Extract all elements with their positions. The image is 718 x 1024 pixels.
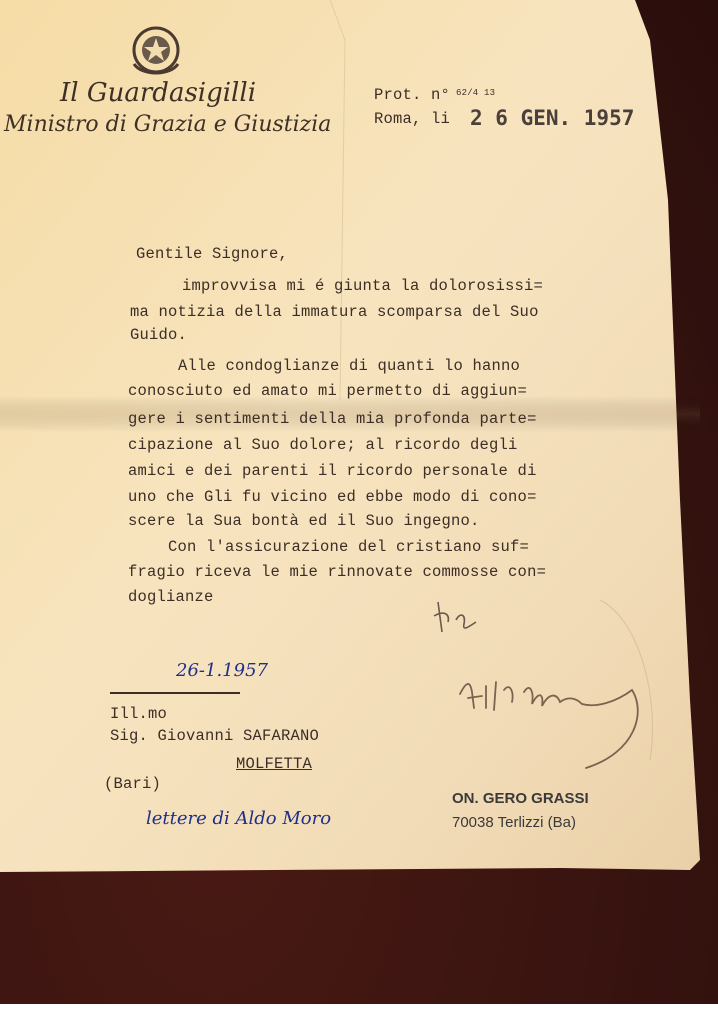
- handwritten-date: 26-1.1957: [176, 660, 268, 681]
- body-line: ma notizia della immatura scomparsa del Suo: [130, 303, 539, 321]
- date-stamp: 2 6 GEN. 1957: [470, 106, 635, 130]
- handwritten-mark: [428, 592, 518, 652]
- italian-republic-emblem-icon: [126, 20, 186, 80]
- body-line: conosciuto ed amato mi permetto di aggiun=: [128, 382, 528, 400]
- body-line: Alle condoglianze di quanti lo hanno: [178, 357, 521, 375]
- signature: [456, 662, 656, 772]
- body-line: fragio riceva le mie rinnovate commosse con=: [128, 563, 547, 581]
- body-line: gere i sentimenti della mia profonda parte=: [128, 410, 537, 428]
- letterhead-title-line1: Il Guardasigilli: [60, 78, 257, 108]
- body-line: amici e dei parenti il ricordo personale di: [128, 462, 537, 480]
- handwritten-note: lettere di Aldo Moro: [146, 808, 332, 829]
- prot-number: 62/4 13: [456, 88, 496, 98]
- body-line: doglianze: [128, 588, 214, 606]
- prot-label: Prot. n°: [374, 86, 451, 104]
- letterhead-title-line2: Ministro di Grazia e Giustizia: [4, 112, 332, 137]
- stamp-label-line1: ON. GERO GRASSI: [452, 790, 589, 807]
- address-title: Ill.mo: [110, 705, 168, 723]
- address-rule: [110, 692, 240, 694]
- body-line: cipazione al Suo dolore; al ricordo degli: [128, 436, 518, 454]
- address-city: MOLFETTA: [236, 755, 313, 773]
- salutation: Gentile Signore,: [136, 245, 289, 263]
- body-line: uno che Gli fu vicino ed ebbe modo di cono=: [128, 488, 537, 506]
- address-province: (Bari): [104, 775, 162, 793]
- body-line: Guido.: [130, 326, 188, 344]
- stamp-label-line2: 70038 Terlizzi (Ba): [452, 814, 576, 831]
- body-line: improvvisa mi é giunta la dolorosissi=: [182, 277, 544, 295]
- address-name: Sig. Giovanni SAFARANO: [110, 727, 320, 745]
- place-label: Roma, li: [374, 110, 451, 128]
- body-line: scere la Sua bontà ed il Suo ingegno.: [128, 512, 480, 530]
- body-line: Con l'assicurazione del cristiano suf=: [168, 538, 530, 556]
